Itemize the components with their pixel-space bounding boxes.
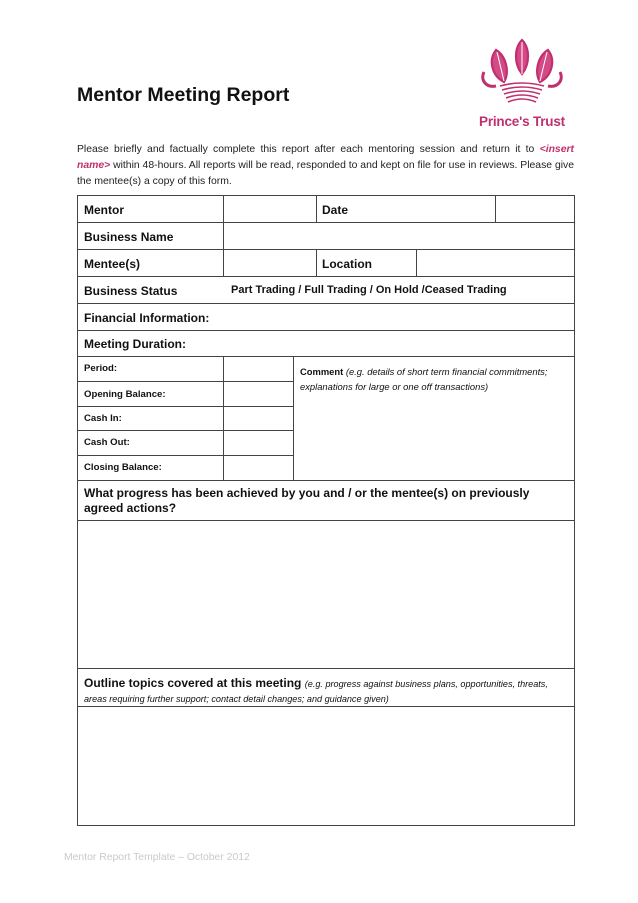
intro-paragraph <box>77 142 574 190</box>
princes-trust-logo <box>474 34 570 134</box>
opening-balance-label: Opening Balance: <box>84 389 166 400</box>
comment-hint: (e.g. details of short term financial commitments; explanations for large or one off transactions) <box>300 366 548 392</box>
footer-text: Mentor Report Template – October 2012 <box>64 852 250 863</box>
page-title: Mentor Meeting Report <box>77 84 290 106</box>
cash-out-label: Cash Out: <box>84 437 130 448</box>
logo-text: Prince's Trust <box>479 114 565 129</box>
intro-text-2: within 48-hours. All reports will be read, responded to and kept on file for use in reviews. Please give the mentee(s) a copy of this form. <box>77 160 575 187</box>
intro-text-1: Please briefly and factually complete this report after each mentoring session and return it to <box>77 144 540 155</box>
business-name-label: Business Name <box>84 230 174 244</box>
cash-in-label: Cash In: <box>84 413 122 424</box>
meeting-duration-label: Meeting Duration: <box>84 337 186 351</box>
financial-information-label: Financial Information: <box>84 311 210 325</box>
mentees-label: Mentee(s) <box>84 257 141 271</box>
topics-label: Outline topics covered at this meeting <box>84 676 302 690</box>
insert-name-placeholder: <insert name> <box>77 144 574 171</box>
period-label: Period: <box>84 363 118 374</box>
progress-question: What progress has been achieved by you and / or the mentee(s) on previously agreed actions? <box>84 486 530 515</box>
report-form-table <box>77 195 575 826</box>
comment-label: Comment <box>300 366 344 377</box>
business-status-options: Part Trading / Full Trading / On Hold /Ceased Trading <box>231 284 507 296</box>
closing-balance-label: Closing Balance: <box>84 462 162 473</box>
feathers-crest-icon <box>474 34 570 112</box>
topics-cell <box>84 676 570 706</box>
comment-cell <box>300 364 568 394</box>
mentor-label: Mentor <box>84 203 124 217</box>
business-status-label: Business Status <box>84 284 178 298</box>
date-label: Date <box>322 203 349 217</box>
location-label: Location <box>322 257 372 271</box>
topics-hint: (e.g. progress against business plans, opportunities, threats, areas requiring further support; contact detail changes; and guidance given) <box>84 679 548 704</box>
